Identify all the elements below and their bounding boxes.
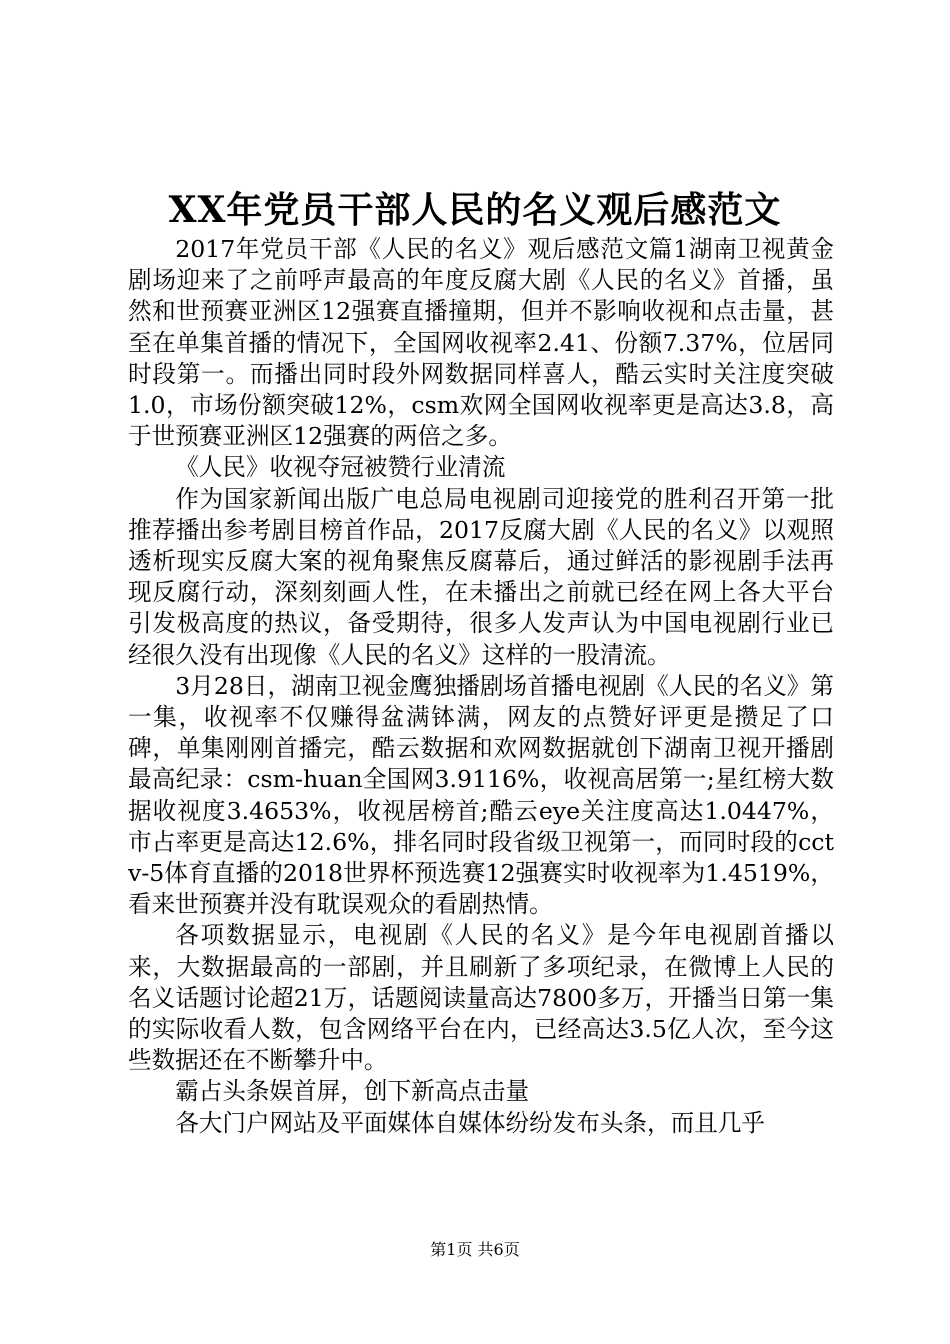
paragraph-premiere: 3月28日，湖南卫视金鹰独播剧场首播电视剧《人民的名义》第一集，收视率不仅赚得盆满钵满，网友的点赞好评更是攒足了口碑，单集刚刚首播完，酷云数据和欢网数据就创下湖南卫视开播剧最高纪录：csm-huan全国网3.9116%，收视高居第一;星红榜大数据收视度3.4653%，收视居榜首;酷云eye关注度高达1.0447%，市占率更是高达12.6%，排名同时段省级卫视第一，而同时段的cctv-5体育直播的2018世界杯预选赛12强赛实时收视率为1.4519%，看来世预赛并没有耽误观众的看剧热情。 <box>128 671 834 919</box>
section-heading-headlines: 霸占头条娱首屏，创下新高点击量 <box>175 1077 530 1106</box>
section-heading-ratings: 《人民》收视夺冠被赞行业清流 <box>175 453 506 482</box>
paragraph-intro: 2017年党员干部《人民的名义》观后感范文篇1湖南卫视黄金剧场迎来了之前呼声最高的年度反腐大剧《人民的名义》首播，虽然和世预赛亚洲区12强赛直播撞期，但并不影响收视和点击量，甚至在单集首播的情况下，全国网收视率2.41、份额7.37%，位居同时段第一。而播出同时段外网数据同样喜人，酷云实时关注度突破1.0，市场份额突破12%，csm欢网全国网收视率更是高达3.8，高于世预赛亚洲区12强赛的两倍之多。 <box>128 235 834 451</box>
paragraph-recommendation: 作为国家新闻出版广电总局电视剧司迎接党的胜利召开第一批推荐播出参考剧目榜首作品，2017反腐大剧《人民的名义》以观照透析现实反腐大案的视角聚焦反腐幕后，通过鲜活的影视剧手法再现反腐行动，深刻刻画人性，在未播出之前就已经在网上各大平台引发极高度的热议，备受期待，很多人发声认为中国电视剧行业已经很久没有出现像《人民的名义》这样的一股清流。 <box>128 484 834 669</box>
document-body <box>128 234 834 1139</box>
paragraph-statistics: 各项数据显示，电视剧《人民的名义》是今年电视剧首播以来，大数据最高的一部剧，并且刷新了多项纪录，在微博上人民的名义话题讨论超21万，话题阅读量高达7800多万，开播当日第一集的实际收看人数，包含网络平台在内，已经高达3.5亿人次，至今这些数据还在不断攀升中。 <box>128 921 834 1075</box>
document-title: XX年党员干部人民的名义观后感范文 <box>168 189 782 231</box>
page-footer: 第1页 共6页 <box>430 1240 520 1259</box>
paragraph-media: 各大门户网站及平面媒体自媒体纷纷发布头条，而且几乎 <box>175 1108 766 1137</box>
